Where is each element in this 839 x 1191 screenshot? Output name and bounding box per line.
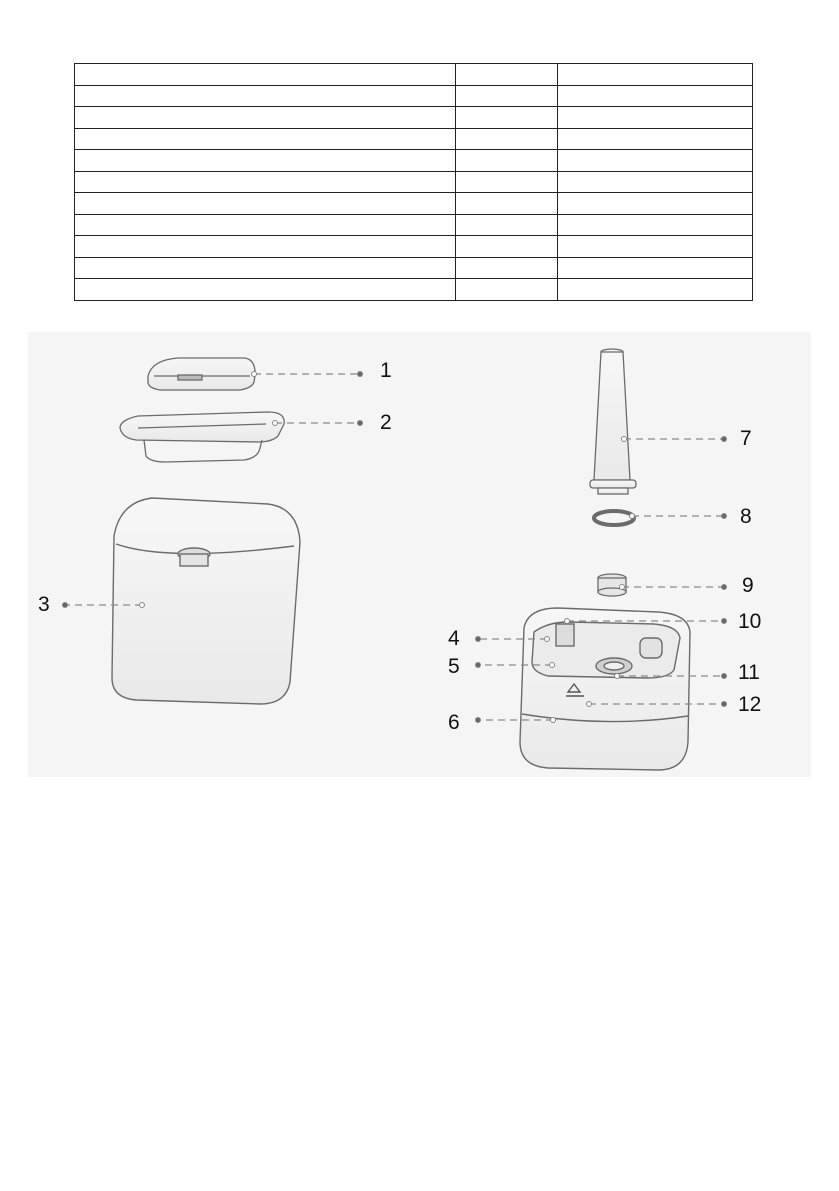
- spec-table-cell: [558, 279, 753, 301]
- spec-table-body: [75, 64, 753, 301]
- spec-table-row: [75, 279, 753, 301]
- spec-table-row: [75, 257, 753, 279]
- spec-table-row: [75, 236, 753, 258]
- leader-dot: [722, 437, 727, 442]
- leader-dot: [545, 637, 550, 642]
- leader-dot: [722, 702, 727, 707]
- leader-dot: [587, 702, 592, 707]
- spec-table-cell: [558, 107, 753, 129]
- leader-dot: [140, 603, 145, 608]
- leader-dot: [722, 585, 727, 590]
- callout-number-10: 10: [738, 610, 762, 633]
- callout-number-12: 12: [738, 693, 762, 716]
- spec-table-cell: [456, 171, 558, 193]
- spec-table-cell: [456, 107, 558, 129]
- leader-dot: [476, 637, 481, 642]
- spec-table-cell: [456, 193, 558, 215]
- spec-table-row: [75, 214, 753, 236]
- spec-table-row: [75, 128, 753, 150]
- callout-number-1: 1: [380, 359, 392, 382]
- spec-table-row: [75, 150, 753, 172]
- leader-dot: [252, 372, 257, 377]
- spec-table-row: [75, 193, 753, 215]
- leader-dot: [273, 421, 278, 426]
- spec-table-cell: [75, 85, 456, 107]
- spec-table-cell: [558, 150, 753, 172]
- leader-dot: [722, 514, 727, 519]
- spec-table-row: [75, 85, 753, 107]
- callout-number-11: 11: [738, 661, 760, 684]
- spec-table-cell: [558, 236, 753, 258]
- spec-table-cell: [456, 85, 558, 107]
- callout-number-7: 7: [740, 427, 752, 450]
- leader-dot: [615, 674, 620, 679]
- callout-number-9: 9: [742, 574, 754, 597]
- spec-table-cell: [558, 257, 753, 279]
- spec-table-cell: [75, 214, 456, 236]
- spec-table-cell: [75, 171, 456, 193]
- spec-table-row: [75, 171, 753, 193]
- callout-number-4: 4: [448, 627, 460, 650]
- callout-number-8: 8: [740, 505, 752, 528]
- spec-table-cell: [456, 279, 558, 301]
- callout-number-2: 2: [380, 411, 392, 434]
- spec-table-cell: [75, 150, 456, 172]
- callout-number-5: 5: [448, 655, 460, 678]
- callout-number-6: 6: [448, 711, 460, 734]
- spec-table-cell: [558, 193, 753, 215]
- leader-dot: [550, 663, 555, 668]
- leader-dot: [551, 718, 556, 723]
- spec-table-cell: [75, 193, 456, 215]
- spec-table-cell: [456, 64, 558, 86]
- spec-table-row: [75, 107, 753, 129]
- leader-dot: [622, 437, 627, 442]
- callout-number-3: 3: [38, 593, 50, 616]
- spec-table-cell: [75, 107, 456, 129]
- spec-table-cell: [456, 236, 558, 258]
- spec-table-cell: [456, 214, 558, 236]
- spec-table-cell: [456, 128, 558, 150]
- leader-dot: [630, 514, 635, 519]
- top-cover-part: [148, 358, 255, 390]
- spec-table-cell: [558, 171, 753, 193]
- spec-table-cell: [75, 64, 456, 86]
- spec-table-cell: [558, 128, 753, 150]
- spec-table-cell: [558, 85, 753, 107]
- spec-table-cell: [75, 257, 456, 279]
- leader-dot: [358, 372, 363, 377]
- spec-table-cell: [75, 128, 456, 150]
- water-tank-part: [112, 498, 300, 704]
- spec-table-cell: [558, 214, 753, 236]
- exploded-parts-diagram: [28, 332, 811, 777]
- leader-dot: [620, 585, 625, 590]
- leader-dot: [476, 663, 481, 668]
- spec-table-cell: [456, 257, 558, 279]
- leader-dot: [63, 603, 68, 608]
- spec-table-row: [75, 64, 753, 86]
- spec-table-cell: [456, 150, 558, 172]
- leader-dot: [722, 619, 727, 624]
- leader-dot: [722, 674, 727, 679]
- leader-dot: [565, 619, 570, 624]
- leader-dot: [476, 718, 481, 723]
- spec-table-cell: [75, 279, 456, 301]
- spec-table-cell: [558, 64, 753, 86]
- base-unit-part: [520, 608, 690, 770]
- leader-dot: [358, 421, 363, 426]
- spec-table-cell: [75, 236, 456, 258]
- spec-table: [74, 63, 753, 301]
